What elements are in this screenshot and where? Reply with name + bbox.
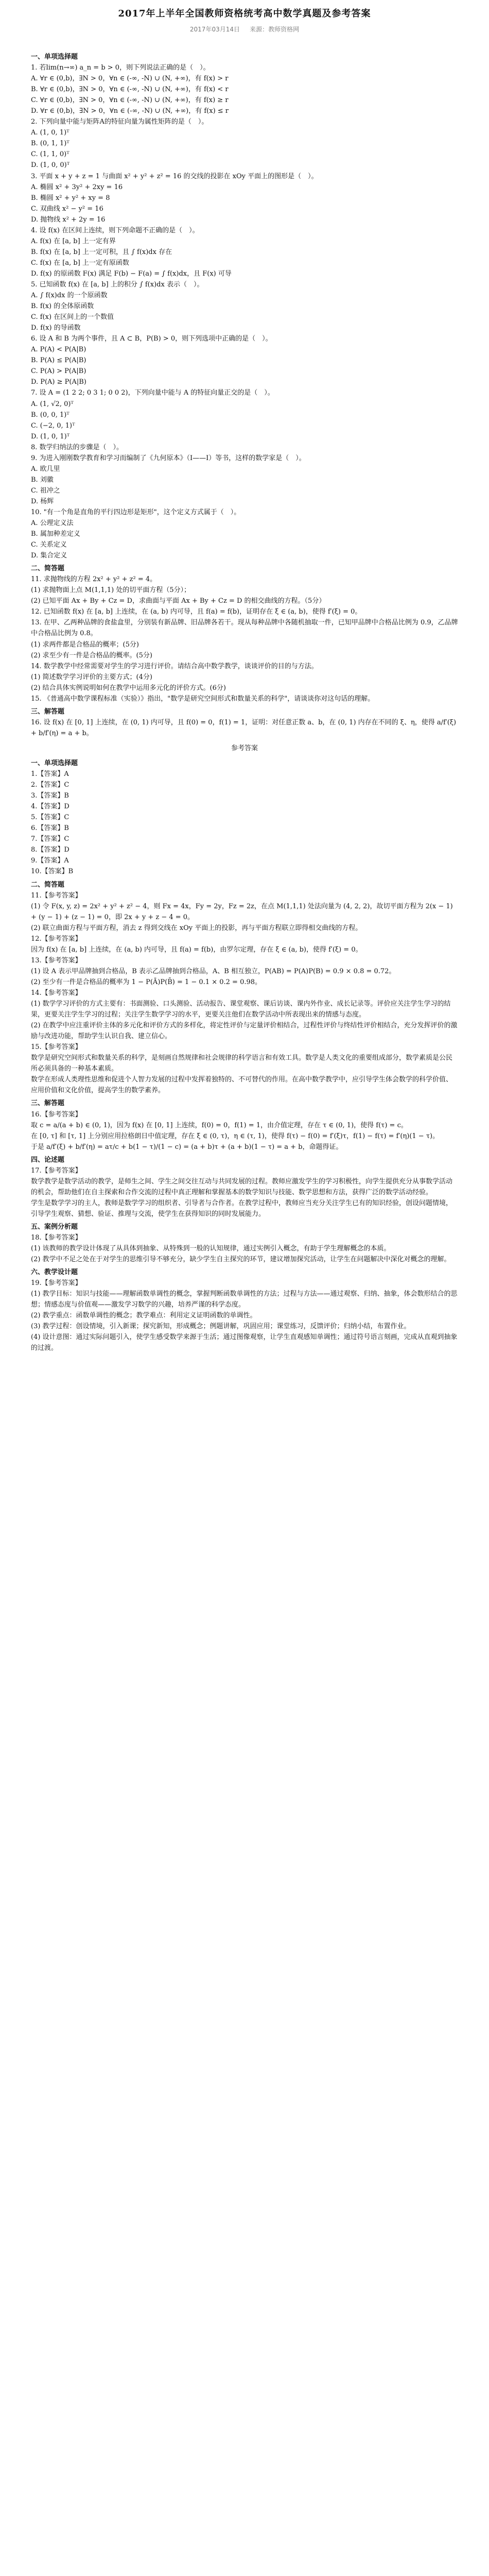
text-line: D. (1, 0, 0)ᵀ [31,161,70,170]
text-line: (2) 联立曲面方程与平面方程，消去 z 得到交线在 xOy 平面上的投影，再与平面方程联立即得相交曲线的方程。 [31,924,362,932]
text-line: B. (0, 0, 1)ᵀ [31,411,69,419]
text-line: A. P(A) < P(A|B) [31,346,86,354]
text-line: 15. 《普通高中数学课程标准（实验）》指出，"数学是研究空间形式和数量关系的科学"，请谈谈你对这句话的理解。 [31,694,375,703]
text-line: A. 欧几里 [31,465,60,473]
text-line: 5. 已知函数 f(x) 在 [a, b] 上的积分 ∫ f(x)dx 表示（ ）。 [31,280,204,289]
text-line: B. 椭圆 x² + y² + xy = 8 [31,194,110,202]
text-line: (1) 设 A 表示甲品牌抽到合格品，B 表示乙品牌抽到合格品，A、B 相互独立，P(AB) = P(A)P(B) = 0.9 × 0.8 = 0.72。 [31,967,396,975]
text-line: 5.【答案】C [31,814,69,822]
text-line: A. ∫ f(x)dx 的一个原函数 [31,292,108,300]
text-line: B. ∀r ∈ (0,b)，∃N > 0，∀n ∈ (-∞, -N) ∪ (N, +∞)，有 f(x) < r [31,86,229,94]
text-line: 数学在形成人类理性思维和促进个人智力发展的过程中发挥着独特的、不可替代的作用。在高中数学教学中，应引导学生体会数学的科学价值、应用价值和文化价值，提高学生的数学素养。 [31,1076,453,1095]
text-line: 17.【参考答案】 [31,1166,82,1175]
text-line: 14. 数学教学中经常需要对学生的学习进行评价。请结合高中数学教学，谈谈评价的目的与方法。 [31,662,318,670]
text-line: (1) 该教师的教学设计体现了从具体到抽象、从特殊到一般的认知规律，通过实例引入概念，有助于学生理解概念的本质。 [31,1245,391,1253]
text-line: (2) 教学中不足之处在于对学生的思维引导不够充分，缺少学生自主探究的环节，建议增加探究活动，让学生在问题解决中深化对概念的理解。 [31,1256,451,1264]
section-heading: 五、案例分析题 [31,1223,78,1231]
text-line: (2) 教学重点：函数单调性的概念；教学难点：利用定义证明函数的单调性。 [31,1312,257,1320]
text-line: B. f(x) 在 [a, b] 上一定可积，且 ∫ f(x)dx 存在 [31,248,172,256]
answer-heading: 参考答案 [231,744,258,752]
text-line: (2) 结合具体实例说明如何在教学中运用多元化的评价方式。(6分) [31,684,226,692]
text-line: 1. 若lim(n→∞) a_n = b > 0，则下列说法正确的是（ ）。 [31,64,210,72]
text-line: 13. 在甲、乙两种品牌的食盐盒里，分别装有新品牌、旧品牌各若干。现从每种品牌中各随机抽取一件，已知甲品牌中合格品比例为 0.9，乙品牌中合格品比例为 0.8。 [31,619,458,638]
text-line: 12. 已知函数 f(x) 在 [a, b] 上连续，在 (a, b) 内可导，且 f(a) = f(b)，证明存在 ξ ∈ (a, b)，使得 f′(ξ) = 0。 [31,608,362,616]
text-line: D. f(x) 的原函数 F(x) 满足 F(b) − F(a) = ∫ f(x)dx，且 F(x) 可导 [31,269,232,278]
text-line: C. 祖冲之 [31,486,60,495]
text-line: 11.【参考答案】 [31,891,82,900]
text-line: 15.【参考答案】 [31,1043,82,1052]
text-line: 14.【参考答案】 [31,989,82,997]
text-line: C. f(x) 在区间上的一个数值 [31,313,114,321]
text-line: 在 [0, τ] 和 [τ, 1] 上分别应用拉格朗日中值定理，存在 ξ ∈ (0, τ)，η ∈ (τ, 1)，使得 f(τ) − f(0) = f′(ξ)τ，f(1) − f(τ) = f′(η)(1 − τ)。 [31,1132,440,1140]
text-line: C. (1, 1, 0)ᵀ [31,150,69,159]
text-line: 19.【参考答案】 [31,1279,82,1287]
text-line: 于是 a/f′(ξ) + b/f′(η) = aτ/c + b(1 − τ)/(1 − c) = (a + b)τ + (a + b)(1 − τ) = a + b，命题得证。 [31,1143,343,1151]
text-line: C. (−2, 0, 1)ᵀ [31,421,75,430]
text-line: (1) 教学目标：知识与技能——理解函数单调性的概念，掌握判断函数单调性的方法；过程与方法——通过观察、归纳、抽象，体会数形结合的思想；情感态度与价值观——激发学习数学的兴趣，培养严谨的科学态度。 [31,1290,458,1309]
text-line: (2) 已知平面 Ax + By + Cz = D，求曲面与平面 Ax + By + Cz = D 的相交曲线的方程。（5分） [31,597,326,605]
document-source: 来源：教师资格网 [250,26,300,33]
text-line: (1) 数学学习评价的方式主要有：书面测验、口头测验、活动报告、课堂观察、课后访谈、课内外作业、成长记录等。评价应关注学生学习的结果，更要关注学生学习的过程；关注学生数学学习的水平，更要关注他们在数学活动中所表现出来的情感与态度。 [31,1000,451,1019]
text-line: 7.【答案】C [31,835,69,843]
section-heading: 三、解答题 [31,707,65,716]
text-line: D. ∀r ∈ (0,b)，∃N > 0，∀n ∈ (-∞, -N) ∪ (N, +∞)，有 f(x) ≤ r [31,107,229,115]
text-line: 因为 f(x) 在 [a, b] 上连续，在 (a, b) 内可导，且 f(a) = f(b)，由罗尔定理，存在 ξ ∈ (a, b)，使得 f′(ξ) = 0。 [31,945,362,954]
text-line: B. P(A) ≤ P(A|B) [31,357,86,365]
text-line: A. 公理定义法 [31,519,74,528]
text-line: 9.【答案】A [31,857,69,865]
document-body [31,49,458,2576]
text-line: (3) 教学过程：创设情境，引入新课；探究新知，形成概念；例题讲解，巩固应用；课堂练习，反馈评价；归纳小结，布置作业。 [31,1323,411,1331]
text-line: (1) 简述数学学习评价的主要方式；(4分) [31,673,152,681]
text-line: C. P(A) > P(A|B) [31,367,86,376]
text-line: D. P(A) ≥ P(A|B) [31,378,86,386]
text-line: (4) 设计意图：通过实际问题引入，使学生感受数学来源于生活；通过图像观察，让学生直观感知单调性；通过符号语言刻画，完成从直观到抽象的过渡。 [31,1333,458,1352]
text-line: (2) 在教学中应注重评价主体的多元化和评价方式的多样化，将定性评价与定量评价相结合，过程性评价与终结性评价相结合，充分发挥评价的激励与改进功能，帮助学生认识自我、建立信心。 [31,1022,458,1041]
text-line: 数学教学是数学活动的教学，是师生之间、学生之间交往互动与共同发展的过程。教师应激发学生的学习积极性，向学生提供充分从事数学活动的机会，帮助他们在自主探索和合作交流的过程中真正理解和掌握基本的数学知识与技能、数学思想和方法，获得广泛的数学活动经验。 [31,1177,453,1196]
text-line: 1.【答案】A [31,770,69,778]
text-line: 18.【参考答案】 [31,1234,82,1242]
text-line: 8. 数学归纳法的步骤是（ ）。 [31,443,124,451]
section-heading: 三、解答题 [31,1099,65,1108]
document-title: 2017年上半年全国教师资格统考高中数学真题及参考答案 [118,8,371,19]
text-line: 11. 求抛物线的方程 2x² + y² + z² = 4。 [31,575,157,584]
section-heading: 四、论述题 [31,1156,65,1164]
text-line: C. 关系定义 [31,541,67,549]
text-line: 取 c = a/(a + b) ∈ (0, 1)，因为 f(x) 在 [0, 1] 上连续，f(0) = 0，f(1) = 1，由介值定理，存在 τ ∈ (0, 1)，使得 f(τ) = c。 [31,1121,408,1129]
text-line: A. 椭圆 x² + 3y² + 2xy = 16 [31,183,123,191]
text-line: (1) 求两件都是合格品的概率；(5分) [31,640,139,649]
section-heading: 一、单项选择题 [31,759,78,767]
text-line: 13.【参考答案】 [31,956,82,964]
text-line: 数学是研究空间形式和数量关系的科学，是刻画自然规律和社会规律的科学语言和有效工具。数学是人类文化的重要组成部分，数学素质是公民所必须具备的一种基本素质。 [31,1054,453,1073]
text-line: 7. 设 A = (1 2 2; 0 3 1; 0 0 2)，下列向量中能与 A 的特征向量正交的是（ ）。 [31,389,274,397]
text-line: 4. 设 f(x) 在区间上连续，则下列命题不正确的是（ ）。 [31,226,199,234]
section-heading: 六、教学设计题 [31,1268,78,1277]
text-line: 12.【参考答案】 [31,935,82,943]
text-line: 10.【答案】B [31,868,74,876]
text-line: 3.【答案】B [31,792,69,800]
text-line: (1) 求抛物面上点 M(1,1,1) 处的切平面方程（5分）； [31,586,191,595]
text-line: C. ∀r ∈ (0,b)，∃N > 0，∀n ∈ (-∞, -N) ∪ (N, +∞)，有 f(x) ≥ r [31,96,229,105]
text-line: 10. "有一个角是直角的平行四边形是矩形"，这个定义方式属于（ ）。 [31,508,241,516]
section-heading: 二、简答题 [31,565,65,573]
text-line: 6. 设 A 和 B 为两个事件，且 A ⊂ B，P(B) > 0，则下列选项中正确的是（ ）。 [31,335,272,343]
text-line: C. 双曲线 x² − y² = 16 [31,205,103,213]
text-line: (2) 求至少有一件是合格品的概率。(5分) [31,651,152,659]
text-line: 3. 平面 x + y + z = 1 与曲面 x² + y² + z² = 16 的交线的投影在 xOy 平面上的图形是（ ）。 [31,172,318,180]
text-line: A. ∀r ∈ (0,b)，∃N > 0，∀n ∈ (-∞, -N) ∪ (N, +∞)，有 f(x) > r [31,75,229,83]
text-line: C. f(x) 在 [a, b] 上一定有原函数 [31,259,129,267]
text-line: A. (1, 0, 1)ᵀ [31,129,69,137]
text-line: B. (0, 1, 1)ᵀ [31,140,69,148]
text-line: 6.【答案】B [31,824,69,833]
text-line: A. f(x) 在 [a, b] 上一定有界 [31,237,116,245]
text-line: A. (1, √2, 0)ᵀ [31,400,74,408]
text-line: 9. 为进入刚刚数学教育和学习而编制了《九何原本》（I——I）等书，这样的数学家是（ ）。 [31,454,306,462]
text-line: D. 集合定义 [31,552,67,560]
text-line: B. f(x) 的全体原函数 [31,302,94,311]
text-line: (1) 令 F(x, y, z) = 2x² + y² + z² − 4，则 Fx = 4x，Fy = 2y，Fz = 2z，在点 M(1,1,1) 处法向量为 (4, 2, 2)，故切平面方程为 2(x − 1) + (y − 1) + (z − 1) = 0，即 2x + y + z − 4 = 0。 [31,902,453,921]
section-heading: 一、单项选择题 [31,53,78,61]
text-line: D. f(x) 的导函数 [31,324,81,332]
text-line: D. 杨辉 [31,497,54,505]
text-line: D. 抛物线 x² + 2y = 16 [31,215,106,224]
text-line: 16. 设 f(x) 在 [0, 1] 上连续，在 (0, 1) 内可导，且 f(0) = 0，f(1) = 1，证明：对任意正数 a、b，在 (0, 1) 内存在不同的 ξ、η，使得 a/f′(ξ) + b/f′(η) = a + b。 [31,718,457,737]
text-line: 8.【答案】D [31,846,69,854]
text-line: B. 属加种差定义 [31,530,80,538]
text-line: 4.【答案】D [31,803,69,811]
document-header [31,0,458,33]
text-line: D. (1, 0, 1)ᵀ [31,432,70,440]
document-meta [31,25,458,33]
text-line: 学生是数学学习的主人，教师是数学学习的组织者、引导者与合作者。在教学过程中，教师应当充分关注学生已有的知识经验，创设问题情境，引导学生观察、猜想、验证、推理与交流，使学生在获得知识的同时发展能力。 [31,1199,453,1218]
text-line: 16.【参考答案】 [31,1110,82,1118]
text-line: 2. 下列向量中能与矩阵A的特征向量为属性矩阵的是（ ）。 [31,118,208,126]
text-line: (2) 至少有一件是合格品的概率为 1 − P(Ā)P(B̄) = 1 − 0.1 × 0.2 = 0.98。 [31,978,262,986]
section-heading: 二、简答题 [31,880,65,889]
text-line: 2.【答案】C [31,781,69,789]
text-line: B. 刘徽 [31,476,54,484]
document-date: 2017年03月14日 [189,26,240,33]
